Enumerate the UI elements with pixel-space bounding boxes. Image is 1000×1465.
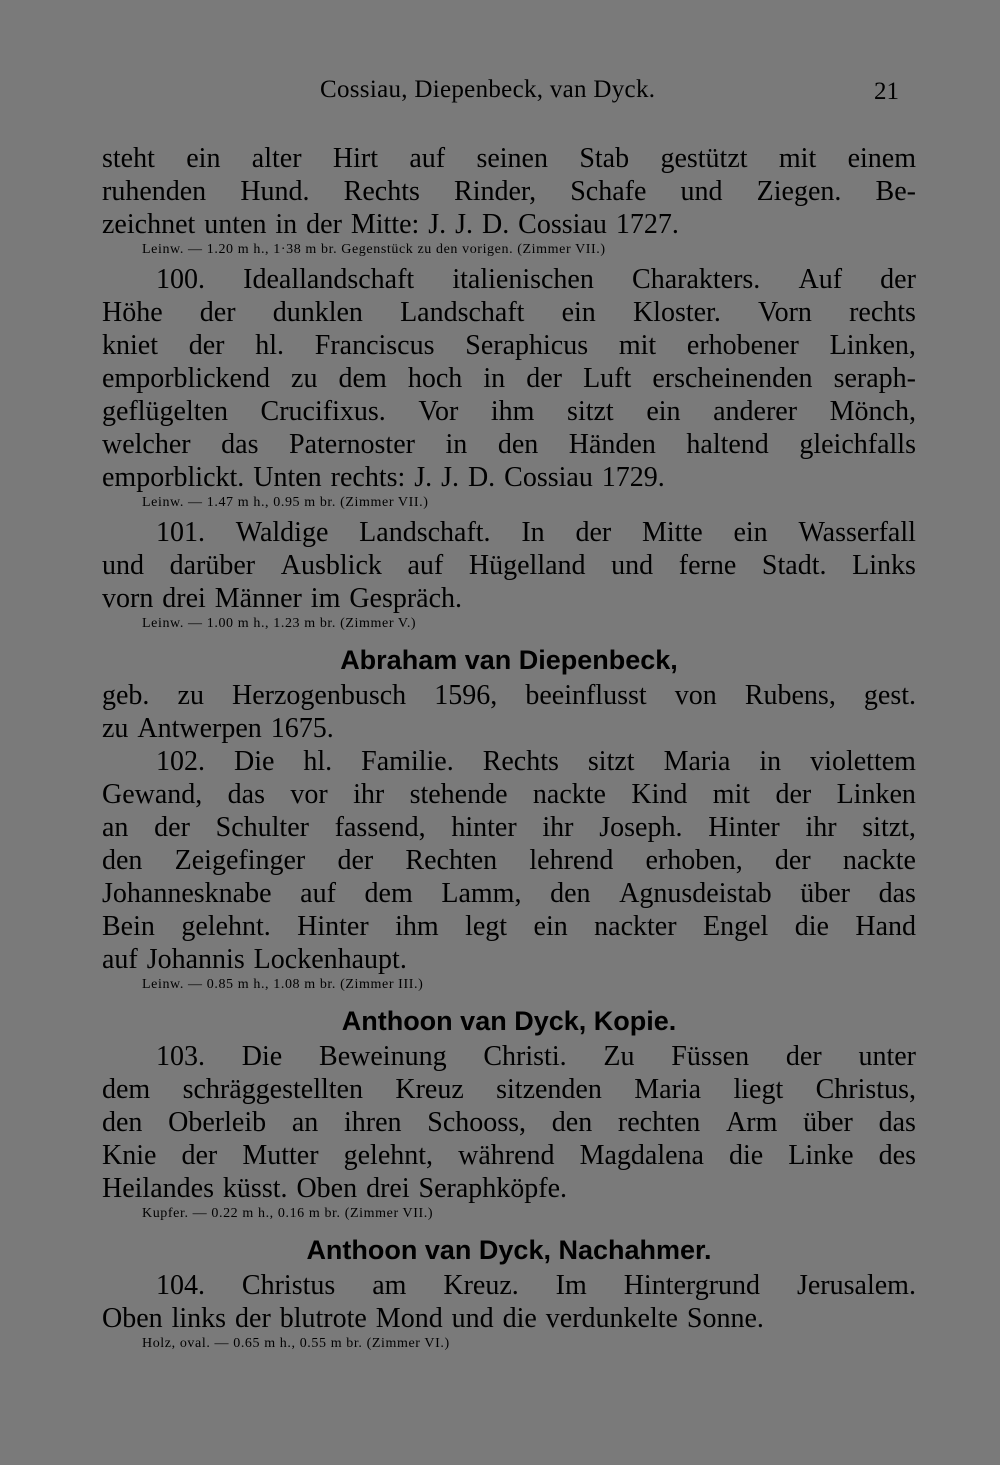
artist-heading: Abraham van Diepenbeck, [340, 645, 678, 675]
text-line: auf Johannis Lockenhaupt. [102, 944, 407, 975]
page-body [102, 142, 916, 1357]
text-line: emporblickend zu dem hoch in der Luft erscheinenden seraph- [102, 363, 916, 394]
artist-heading: Anthoon van Dyck, Kopie. [341, 1006, 677, 1036]
text-line: 101. Waldige Landschaft. In der Mitte ein Wasserfall [156, 517, 916, 548]
text-line: und darüber Ausblick auf Hügelland und ferne Stadt. Links [102, 550, 916, 581]
dimensions-note: Leinw. — 1.20 m h., 1·38 m br. Gegenstück zu den vorigen. (Zimmer VII.) [142, 242, 606, 257]
text-line: geb. zu Herzogenbusch 1596, beeinflusst von Rubens, gest. [102, 680, 916, 711]
text-line: welcher das Paternoster in den Händen haltend gleichfalls [102, 429, 916, 460]
text-line: Bein gelehnt. Hinter ihm legt ein nackter Engel die Hand [102, 911, 916, 942]
text-line: den Oberleib an ihren Schooss, den rechten Arm über das [102, 1107, 916, 1138]
text-line: an der Schulter fassend, hinter ihr Joseph. Hinter ihr sitzt, [102, 812, 916, 843]
text-line: steht ein alter Hirt auf seinen Stab gestützt mit einem [102, 143, 916, 174]
text-line: geflügelten Crucifixus. Vor ihm sitzt ein anderer Mönch, [102, 396, 916, 427]
text-line: Oben links der blutrote Mond und die verdunkelte Sonne. [102, 1303, 764, 1334]
text-line: dem schräggestellten Kreuz sitzenden Maria liegt Christus, [102, 1074, 916, 1105]
text-line: Knie der Mutter gelehnt, während Magdalena die Linke des [102, 1140, 916, 1171]
dimensions-note: Leinw. — 1.00 m h., 1.23 m br. (Zimmer V.) [142, 616, 417, 631]
text-line: zu Antwerpen 1675. [102, 713, 334, 744]
text-line: zeichnet unten in der Mitte: J. J. D. Cossiau 1727. [102, 209, 679, 240]
text-line: Gewand, das vor ihr stehende nackte Kind mit der Linken [102, 779, 916, 810]
text-line: Höhe der dunklen Landschaft ein Kloster. Vorn rechts [102, 297, 916, 328]
text-line: 102. Die hl. Familie. Rechts sitzt Maria in violettem [156, 746, 916, 777]
dimensions-note: Kupfer. — 0.22 m h., 0.16 m br. (Zimmer VII.) [142, 1206, 434, 1221]
text-line: 100. Ideallandschaft italienischen Charakters. Auf der [156, 264, 916, 295]
text-line: vorn drei Männer im Gespräch. [102, 583, 463, 614]
text-line: Heilandes küsst. Oben drei Seraphköpfe. [102, 1173, 568, 1204]
text-line: 104. Christus am Kreuz. Im Hintergrund Jerusalem. [156, 1270, 916, 1301]
dimensions-note: Leinw. — 0.85 m h., 1.08 m br. (Zimmer III.) [142, 977, 424, 992]
text-line: kniet der hl. Franciscus Seraphicus mit erhobener Linken, [102, 330, 916, 361]
page-number: 21 [874, 78, 899, 105]
artist-heading: Anthoon van Dyck, Nachahmer. [306, 1235, 712, 1265]
text-line: den Zeigefinger der Rechten lehrend erhoben, der nackte [102, 845, 916, 876]
dimensions-note: Holz, oval. — 0.65 m h., 0.55 m br. (Zimmer VI.) [142, 1336, 450, 1351]
text-line: Johannesknabe auf dem Lamm, den Agnusdeistab über das [102, 878, 916, 909]
text-line: emporblickt. Unten rechts: J. J. D. Cossiau 1729. [102, 462, 665, 493]
text-line: ruhenden Hund. Rechts Rinder, Schafe und Ziegen. Be- [102, 176, 916, 207]
running-header: Cossiau, Diepenbeck, van Dyck. [320, 76, 656, 103]
dimensions-note: Leinw. — 1.47 m h., 0.95 m br. (Zimmer VII.) [142, 495, 429, 510]
text-line: 103. Die Beweinung Christi. Zu Füssen der unter [156, 1041, 916, 1072]
